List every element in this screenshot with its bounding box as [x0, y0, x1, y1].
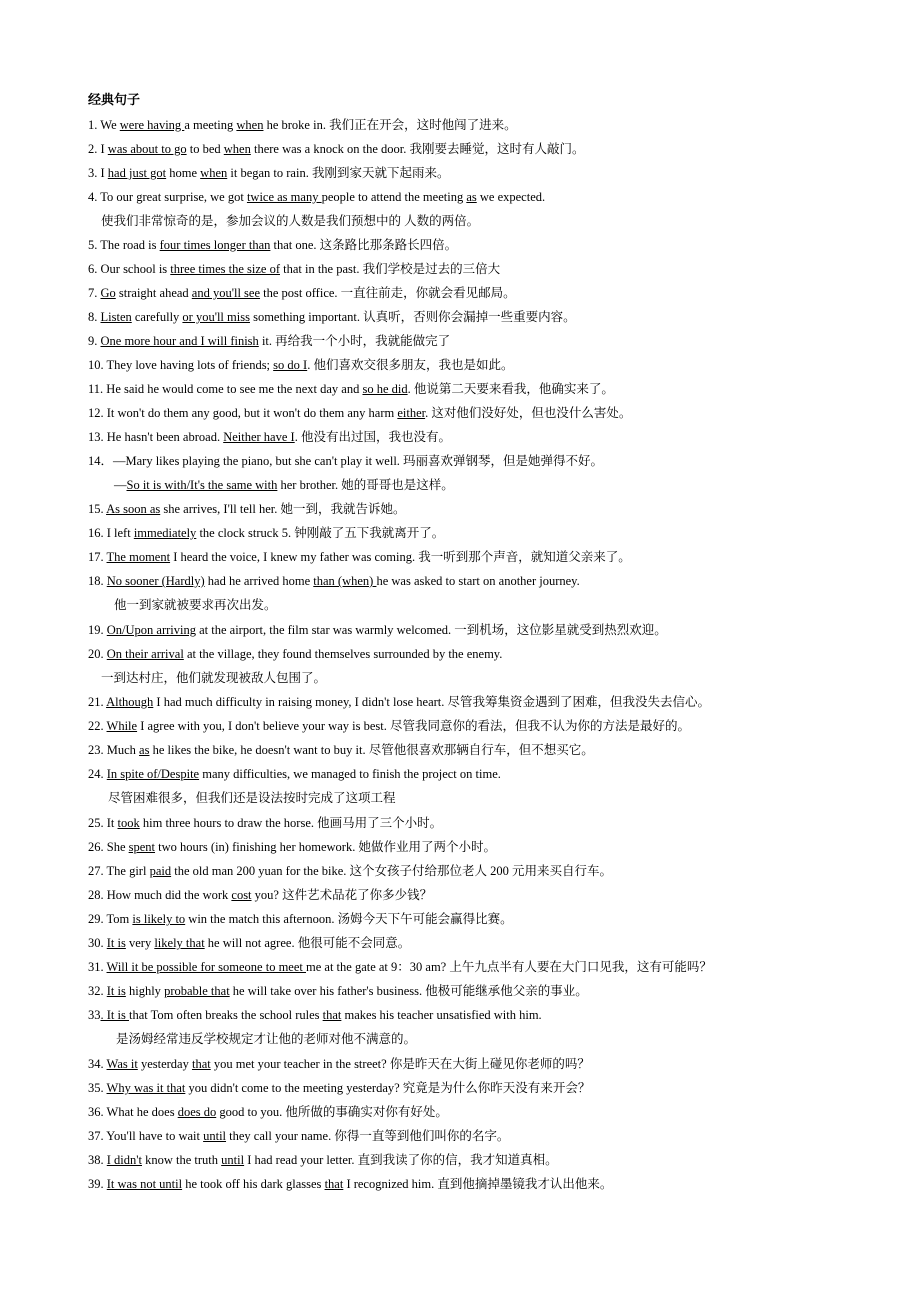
sentence-line-13	[88, 429, 451, 445]
sentence-line-4-translation	[101, 213, 479, 229]
sentence-line-8	[88, 309, 576, 325]
sentence-line-31-text: 31. Will it be possible for someone to meet me at the gate at 9：30 am? 上午九点半有人要在大门口见我，这有可能吗？	[88, 960, 712, 974]
sentence-line-22-text: 22. While I agree with you, I don't believe your way is best. 尽管我同意你的看法，但我不认为你的方法是最好的。	[88, 719, 690, 733]
sentence-line-23	[88, 742, 594, 758]
sentence-line-15	[88, 501, 406, 517]
sentence-line-36-text: 36. What he does does do good to you. 他所做的事确实对你有好处。	[88, 1105, 448, 1119]
sentence-line-21-text: 21. Although I had much difficulty in raising money, I didn't lose heart. 尽管我筹集资金遇到了困难，但我没失去信心。	[88, 695, 710, 709]
sentence-line-11	[88, 381, 614, 397]
sentence-line-3	[88, 165, 449, 181]
sentence-line-7	[88, 285, 516, 301]
sentence-line-20-translation-text: 一到达村庄，他们就发现被敌人包围了。	[101, 671, 327, 685]
sentence-line-10-text: 10. They love having lots of friends; so do I. 他们喜欢交很多朋友，我也是如此。	[88, 358, 514, 372]
sentence-line-38	[88, 1152, 558, 1168]
sentence-line-14-text: 14．—Mary likes playing the piano, but she can't play it well. 玛丽喜欢弹钢琴，但是她弹得不好。	[88, 454, 604, 468]
sentence-line-9	[88, 333, 450, 349]
sentence-line-7-text: 7. Go straight ahead and you'll see the post office. 一直往前走，你就会看见邮局。	[88, 286, 516, 300]
sentence-line-20-translation	[101, 670, 326, 686]
sentence-line-6	[88, 261, 500, 277]
sentence-line-30	[88, 935, 410, 951]
sentence-line-9-text: 9. One more hour and I will finish it. 再给我一个小时，我就能做完了	[88, 334, 451, 348]
sentence-line-31	[88, 959, 712, 975]
sentence-line-27	[88, 863, 612, 879]
sentence-line-19	[88, 622, 667, 638]
sentence-line-33-translation	[116, 1031, 416, 1047]
sentence-line-32-text: 32. It is highly probable that he will take over his father's business. 他极可能继承他父亲的事业。	[88, 984, 588, 998]
sentence-line-24-translation-text: 尽管困难很多，但我们还是设法按时完成了这项工程	[108, 791, 396, 805]
sentence-line-14-reply-text: —So it is with/It's the same with her brother. 她的哥哥也是这样。	[114, 478, 454, 492]
sentence-line-1-text: 1. We were having a meeting when he broke in. 我们正在开会，这时他闯了进来。	[88, 118, 517, 132]
sentence-line-18-translation	[114, 597, 277, 613]
sentence-line-26	[88, 839, 496, 855]
sentence-line-15-text: 15. As soon as she arrives, I'll tell her. 她一到，我就告诉她。	[88, 502, 406, 516]
sentence-line-16-text: 16. I left immediately the clock struck 5. 钟刚敲了五下我就离开了。	[88, 526, 445, 540]
sentence-line-28	[88, 887, 432, 903]
sentence-line-24-translation	[108, 790, 396, 806]
sentence-line-28-text: 28. How much did the work cost you? 这件艺术品花了你多少钱？	[88, 888, 433, 902]
sentence-line-22	[88, 718, 690, 734]
sentence-line-39-text: 39. It was not until he took off his dark glasses that I recognized him. 直到他摘掉墨镜我才认出他来。	[88, 1177, 613, 1191]
sentence-line-30-text: 30. It is very likely that he will not agree. 他很可能不会同意。	[88, 936, 411, 950]
sentence-line-20	[88, 646, 502, 662]
sentence-line-8-text: 8. Listen carefully or you'll miss something important. 认真听，否则你会漏掉一些重要内容。	[88, 310, 576, 324]
sentence-line-18-translation-text: 他一到家就被要求再次出发。	[114, 598, 277, 612]
sentence-line-37-text: 37. You'll have to wait until they call your name. 你得一直等到他们叫你的名字。	[88, 1129, 510, 1143]
page-heading: 经典句子	[88, 92, 141, 107]
sentence-line-24	[88, 766, 501, 782]
sentence-line-12	[88, 405, 631, 421]
sentence-line-20-text: 20. On their arrival at the village, they found themselves surrounded by the enemy.	[88, 647, 503, 661]
sentence-line-33	[88, 1007, 542, 1023]
sentence-line-4-text: 4. To our great surprise, we got twice as many people to attend the meeting as we expected.	[88, 190, 546, 204]
sentence-line-35	[88, 1080, 590, 1096]
sentence-line-24-text: 24. In spite of/Despite many difficulties, we managed to finish the project on time.	[88, 767, 501, 781]
sentence-line-34	[88, 1056, 590, 1072]
sentence-line-5-text: 5. The road is four times longer than that one. 这条路比那条路长四倍。	[88, 238, 458, 252]
sentence-line-37	[88, 1128, 509, 1144]
sentence-line-36	[88, 1104, 448, 1120]
sentence-line-38-text: 38. I didn't know the truth until I had read your letter. 直到我读了你的信，我才知道真相。	[88, 1153, 558, 1167]
sentence-line-33-translation-text: 是汤姆经常违反学校规定才让他的老师对他不满意的。	[116, 1032, 417, 1046]
sentence-line-35-text: 35. Why was it that you didn't come to the meeting yesterday? 究竟是为什么你昨天没有来开会？	[88, 1081, 591, 1095]
sentence-line-21	[88, 694, 710, 710]
sentence-line-23-text: 23. Much as he likes the bike, he doesn't want to buy it. 尽管他很喜欢那辆自行车，但不想买它。	[88, 743, 594, 757]
sentence-line-4	[88, 189, 545, 205]
sentence-line-11-text: 11. He said he would come to see me the next day and so he did. 他说第二天要来看我，他确实来了。	[88, 382, 614, 396]
sentence-line-14	[88, 453, 603, 469]
sentence-line-39	[88, 1176, 612, 1192]
sentence-line-4-translation-text: 使我们非常惊奇的是，参加会议的人数是我们预想中的 人数的两倍。	[101, 214, 480, 228]
sentence-line-10	[88, 357, 513, 373]
sentence-line-29-text: 29. Tom is likely to win the match this afternoon. 汤姆今天下午可能会赢得比赛。	[88, 912, 513, 926]
sentence-line-17	[88, 549, 631, 565]
sentence-line-25	[88, 815, 442, 831]
sentence-line-5	[88, 237, 457, 253]
sentence-line-17-text: 17. The moment I heard the voice, I knew my father was coming. 我一听到那个声音，就知道父亲来了。	[88, 550, 631, 564]
sentence-line-16	[88, 525, 444, 541]
sentence-line-3-text: 3. I had just got home when it began to rain. 我刚到家天就下起雨来。	[88, 166, 450, 180]
sentence-line-34-text: 34. Was it yesterday that you met your teacher in the street? 你是昨天在大街上碰见你老师的吗？	[88, 1057, 590, 1071]
sentence-line-12-text: 12. It won't do them any good, but it won't do them any harm either. 这对他们没好处，但也没什么害处。	[88, 406, 632, 420]
sentence-line-1	[88, 117, 517, 133]
sentence-line-18	[88, 573, 580, 589]
sentence-line-2	[88, 141, 584, 157]
sentence-line-14-reply	[114, 477, 454, 493]
sentence-line-18-text: 18. No sooner (Hardly) had he arrived home than (when) he was asked to start on another journey.	[88, 574, 580, 588]
sentence-line-6-text: 6. Our school is three times the size of that in the past. 我们学校是过去的三倍大	[88, 262, 501, 276]
sentence-line-29	[88, 911, 513, 927]
sentence-line-19-text: 19. On/Upon arriving at the airport, the film star was warmly welcomed. 一到机场，这位影星就受到热烈欢迎。	[88, 623, 667, 637]
sentence-line-2-text: 2. I was about to go to bed when there was a knock on the door. 我刚要去睡觉，这时有人敲门。	[88, 142, 585, 156]
sentence-line-27-text: 27. The girl paid the old man 200 yuan for the bike. 这个女孩子付给那位老人 200 元用来买自行车。	[88, 864, 613, 878]
sentence-line-33-text: 33. It is that Tom often breaks the school rules that makes his teacher unsatisfied with him.	[88, 1008, 542, 1022]
sentence-line-32	[88, 983, 588, 999]
sentence-line-25-text: 25. It took him three hours to draw the horse. 他画马用了三个小时。	[88, 816, 443, 830]
sentence-line-26-text: 26. She spent two hours (in) finishing her homework. 她做作业用了两个小时。	[88, 840, 496, 854]
sentence-line-13-text: 13. He hasn't been abroad. Neither have I. 他没有出过国，我也没有。	[88, 430, 451, 444]
